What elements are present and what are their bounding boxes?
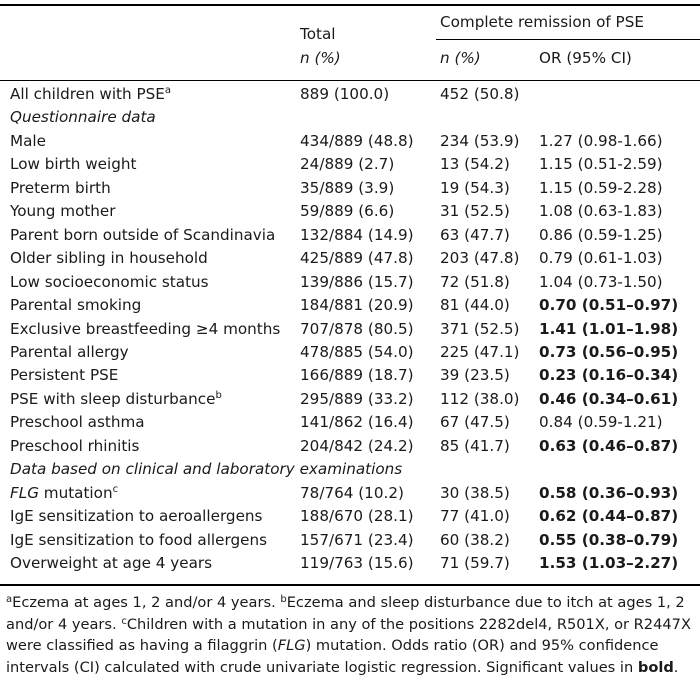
row-label: Overweight at age 4 years — [10, 554, 213, 572]
table-row — [0, 411, 700, 434]
header-group-rule — [436, 39, 700, 40]
remission-n-cell: 225 (47.1) — [440, 342, 520, 361]
odds-ratio-cell: 0.58 (0.36–0.93) — [539, 483, 679, 502]
table-row — [0, 153, 700, 176]
section-heading — [0, 106, 700, 129]
total-cell: 141/862 (16.4) — [300, 413, 414, 432]
row-label: Parental allergy — [10, 342, 129, 361]
remission-n-cell: 31 (52.5) — [440, 202, 510, 221]
odds-ratio-cell: 0.73 (0.56–0.95) — [539, 342, 679, 361]
total-cell: 478/885 (54.0) — [300, 342, 414, 361]
odds-ratio-cell: 0.23 (0.16–0.34) — [539, 366, 679, 385]
total-cell: 425/889 (47.8) — [300, 249, 414, 268]
row-label: Preschool rhinitis — [10, 436, 140, 455]
table-row — [0, 529, 700, 552]
table-row — [0, 83, 700, 106]
odds-ratio-cell: 0.46 (0.34–0.61) — [539, 389, 679, 408]
header-bottom-rule — [0, 80, 700, 81]
row-label: Parent born outside of Scandinavia — [10, 225, 276, 244]
row-label: Low birth weight — [10, 155, 137, 174]
odds-ratio-cell: 1.27 (0.98-1.66) — [539, 131, 663, 150]
table-row — [0, 388, 700, 411]
section-label: Data based on clinical and laboratory examinations — [10, 460, 403, 479]
odds-ratio-cell: 1.15 (0.51-2.59) — [539, 155, 663, 174]
row-label: Preterm birth — [10, 178, 111, 197]
table-row — [0, 341, 700, 364]
remission-n-cell: 60 (38.2) — [440, 530, 510, 549]
total-cell: 139/886 (15.7) — [300, 272, 414, 291]
header-group: Complete remission of PSE — [440, 13, 644, 31]
section-heading — [0, 458, 700, 481]
row-label: Low socioeconomic status — [10, 272, 209, 291]
total-cell: 35/889 (3.9) — [300, 178, 395, 197]
odds-ratio-cell: 0.84 (0.59-1.21) — [539, 413, 663, 432]
total-cell: 204/842 (24.2) — [300, 436, 414, 455]
remission-n-cell: 13 (54.2) — [440, 155, 510, 174]
row-label: Exclusive breastfeeding ≥4 months — [10, 319, 281, 338]
total-cell: 24/889 (2.7) — [300, 155, 395, 174]
remission-n-cell: 30 (38.5) — [440, 483, 510, 502]
total-cell: 434/889 (48.8) — [300, 131, 414, 150]
total-cell: 188/670 (28.1) — [300, 507, 414, 526]
table-row — [0, 177, 700, 200]
row-label: IgE sensitization to food allergens — [10, 530, 267, 549]
remission-n-cell: 19 (54.3) — [440, 178, 510, 197]
odds-ratio-cell: 0.62 (0.44–0.87) — [539, 507, 679, 526]
remission-n-cell: 72 (51.8) — [440, 272, 510, 291]
remission-n-cell: 81 (44.0) — [440, 296, 510, 315]
table-row — [0, 294, 700, 317]
remission-n-cell: 112 (38.0) — [440, 389, 520, 408]
odds-ratio-cell: 1.53 (1.03–2.27) — [539, 554, 679, 572]
table-row — [0, 271, 700, 294]
odds-ratio-cell: 0.79 (0.61-1.03) — [539, 249, 663, 268]
table-row — [0, 552, 700, 575]
row-label: Older sibling in household — [10, 249, 208, 268]
table-row — [0, 224, 700, 247]
remission-n-cell: 71 (59.7) — [440, 554, 510, 572]
odds-ratio-cell: 1.41 (1.01–1.98) — [539, 319, 679, 338]
total-cell: 132/884 (14.9) — [300, 225, 414, 244]
table-row — [0, 247, 700, 270]
table-row — [0, 482, 700, 505]
remission-n-cell: 203 (47.8) — [440, 249, 520, 268]
row-label: Young mother — [10, 202, 116, 221]
header-total: Total — [300, 25, 336, 43]
table-row — [0, 364, 700, 387]
row-label: IgE sensitization to aeroallergens — [10, 507, 263, 526]
row-label: All children with PSE$^a$ — [10, 85, 172, 103]
table-row — [0, 505, 700, 528]
header-n: n (%) — [440, 49, 481, 67]
odds-ratio-cell: 0.63 (0.46–0.87) — [539, 436, 679, 455]
total-cell: 59/889 (6.6) — [300, 202, 395, 221]
odds-ratio-cell: 1.08 (0.63-1.83) — [539, 202, 663, 221]
table-footnote: $^a$Eczema at ages 1, 2 and/or 4 years. $^b$Eczema and sleep disturbance due to itch at ages 1, 2 and/or 4 years. $^c$Children with a mutation in any of the positions 2282del4, R501X, or R2447X were classified as having a filaggrin (FLG) mutation. Odds ratio (OR) and 95% confidence intervals (CI) calculated with crude univariate logistic regression. Significant values in bold. — [6, 594, 691, 676]
row-label: Male — [10, 131, 46, 150]
remission-n-cell: 77 (41.0) — [440, 507, 510, 526]
table-row — [0, 435, 700, 458]
table-row — [0, 200, 700, 223]
total-cell: 295/889 (33.2) — [300, 389, 414, 408]
remission-n-cell: 39 (23.5) — [440, 366, 510, 385]
remission-n-cell: 234 (53.9) — [440, 131, 520, 150]
remission-n-cell: 371 (52.5) — [440, 319, 520, 338]
table-row — [0, 318, 700, 341]
total-cell: 889 (100.0) — [300, 85, 390, 103]
row-label: PSE with sleep disturbance$^b$ — [10, 389, 222, 408]
odds-ratio-cell: 0.70 (0.51–0.97) — [539, 296, 679, 315]
table-top-rule — [0, 4, 700, 6]
remission-n-cell: 452 (50.8) — [440, 85, 520, 103]
odds-ratio-cell: 1.15 (0.59-2.28) — [539, 178, 663, 197]
remission-n-cell: 85 (41.7) — [440, 436, 510, 455]
total-cell: 119/763 (15.6) — [300, 554, 414, 572]
table-row — [0, 130, 700, 153]
total-cell: 184/881 (20.9) — [300, 296, 414, 315]
odds-ratio-cell: 1.04 (0.73-1.50) — [539, 272, 663, 291]
total-cell: 78/764 (10.2) — [300, 483, 404, 502]
odds-ratio-cell: 0.55 (0.38–0.79) — [539, 530, 679, 549]
remission-n-cell: 63 (47.7) — [440, 225, 510, 244]
odds-ratio-cell: 0.86 (0.59-1.25) — [539, 225, 663, 244]
remission-n-cell: 67 (47.5) — [440, 413, 510, 432]
header-total-sub: n (%) — [300, 49, 341, 67]
total-cell: 157/671 (23.4) — [300, 530, 414, 549]
section-label: Questionnaire data — [10, 108, 156, 127]
table-bottom-rule — [0, 584, 700, 586]
header-or: OR (95% CI) — [539, 49, 632, 67]
total-cell: 166/889 (18.7) — [300, 366, 414, 385]
total-cell: 707/878 (80.5) — [300, 319, 414, 338]
row-label: Persistent PSE — [10, 366, 119, 385]
row-label: FLG mutation$^c$ — [10, 483, 119, 502]
row-label: Parental smoking — [10, 296, 142, 315]
row-label: Preschool asthma — [10, 413, 145, 432]
